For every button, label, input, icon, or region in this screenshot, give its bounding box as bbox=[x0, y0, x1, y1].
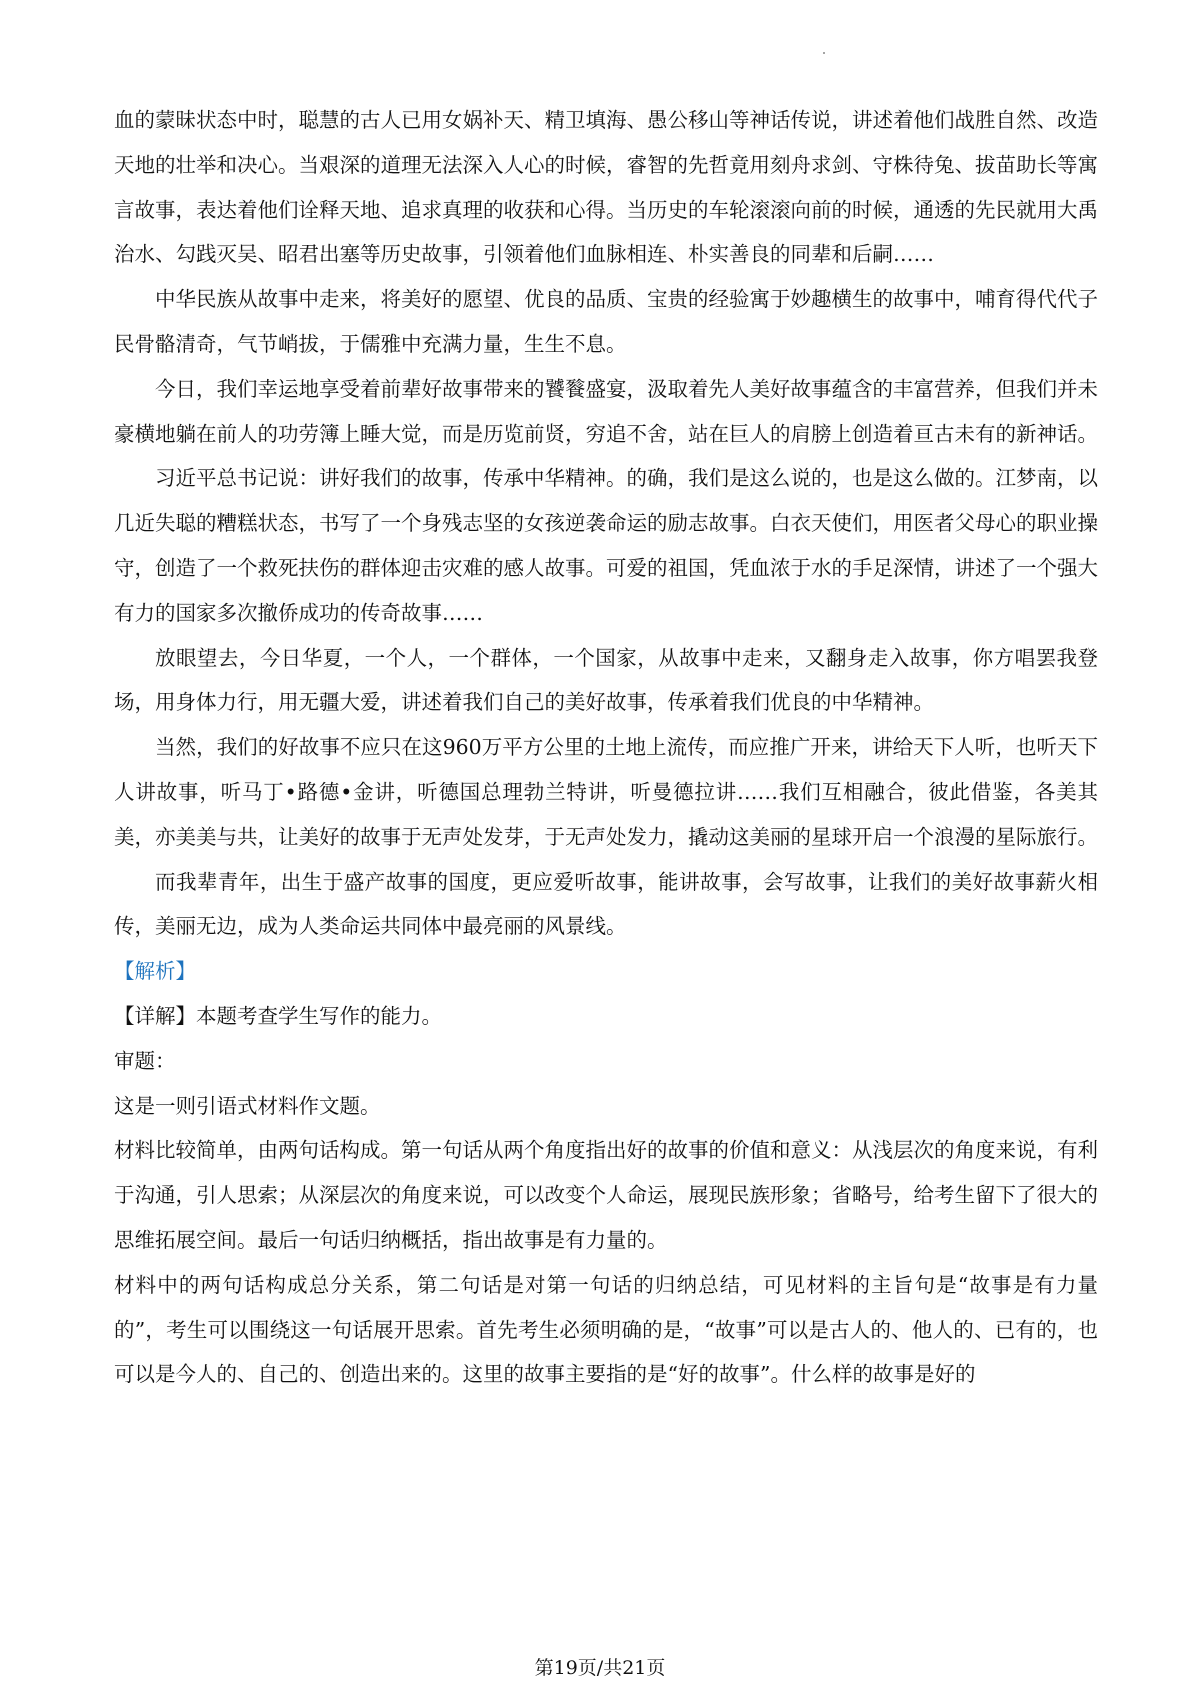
analysis-line-3: 材料中的两句话构成总分关系，第二句话是对第一句话的归纳总结，可见材料的主旨句是“故事是有力量的”，考生可以围绕这一句话展开思索。首先考生必须明确的是，“故事”可以是古人的、他人的、已有的，也可以是今人的、自己的、创造出来的。这里的故事主要指的是“好的故事”。什么样的故事是好的 bbox=[114, 1272, 1098, 1387]
analysis-line-2: 材料比较简单，由两句话构成。第一句话从两个角度指出好的故事的价值和意义：从浅层次的角度来说，有利于沟通，引人思索；从深层次的角度来说，可以改变个人命运，展现民族形象；省略号，给考生留下了很大的思维拓展空间。最后一句话归纳概括，指出故事是有力量的。 bbox=[114, 1138, 1098, 1252]
essay-paragraph-3: 今日，我们幸运地享受着前辈好故事带来的饕餮盛宴，汲取着先人美好故事蕴含的丰富营养，但我们并未豪横地躺在前人的功劳簿上睡大觉，而是历览前贤，穷追不舍，站在巨人的肩膀上创造着亘古未有的新神话。 bbox=[114, 376, 1098, 446]
essay-paragraph-7: 而我辈青年，出生于盛产故事的国度，更应爱听故事，能讲故事，会写故事，让我们的美好故事薪火相传，美丽无边，成为人类命运共同体中最亮丽的风景线。 bbox=[114, 869, 1098, 939]
analysis-detail: 【详解】本题考查学生写作的能力。 bbox=[114, 1003, 442, 1028]
essay-paragraph-6: 当然，我们的好故事不应只在这960万平方公里的土地上流传，而应推广开来，讲给天下人听，也听天下人讲故事，听马丁•路德•金讲，听德国总理勃兰特讲，听曼德拉讲……我们互相融合，彼此借鉴，各美其美，亦美美与共，让美好的故事于无声处发芽，于无声处发力，撬动这美丽的星球开启一个浪漫的星际旅行。 bbox=[114, 735, 1098, 849]
scan-speck bbox=[823, 52, 825, 54]
page-number-footer: 第19页/共21页 bbox=[534, 1657, 666, 1679]
page-content bbox=[114, 98, 1098, 1397]
essay-paragraph-1: 血的蒙昧状态中时，聪慧的古人已用女娲补天、精卫填海、愚公移山等神话传说，讲述着他们战胜自然、改造天地的壮举和决心。当艰深的道理无法深入人心的时候，睿智的先哲竟用刻舟求剑、守株待兔、拔苗助长等寓言故事，表达着他们诠释天地、追求真理的收获和心得。当历史的车轮滚滚向前的时候，通透的先民就用大禹治水、勾践灭吴、昭君出塞等历史故事，引领着他们血脉相连、朴实善良的同辈和后嗣…… bbox=[114, 108, 1098, 267]
essay-paragraph-4: 习近平总书记说：讲好我们的故事，传承中华精神。的确，我们是这么说的，也是这么做的。江梦南，以几近失聪的糟糕状态，书写了一个身残志坚的女孩逆袭命运的励志故事。白衣天使们，用医者父母心的职业操守，创造了一个救死扶伤的群体迎击灾难的感人故事。可爱的祖国，凭血浓于水的手足深情，讲述了一个强大有力的国家多次撤侨成功的传奇故事…… bbox=[114, 466, 1098, 625]
essay-paragraph-2: 中华民族从故事中走来，将美好的愿望、优良的品质、宝贵的经验寓于妙趣横生的故事中，哺育得代代子民骨骼清奇，气节峭拔，于儒雅中充满力量，生生不息。 bbox=[114, 287, 1098, 356]
review-label: 审题： bbox=[114, 1048, 176, 1073]
analysis-line-1: 这是一则引语式材料作文题。 bbox=[114, 1093, 381, 1118]
analysis-heading: 【解析】 bbox=[114, 959, 196, 984]
essay-paragraph-5: 放眼望去，今日华夏，一个人，一个群体，一个国家，从故事中走来，又翻身走入故事，你方唱罢我登场，用身体力行，用无疆大爱，讲述着我们自己的美好故事，传承着我们优良的中华精神。 bbox=[114, 645, 1098, 715]
